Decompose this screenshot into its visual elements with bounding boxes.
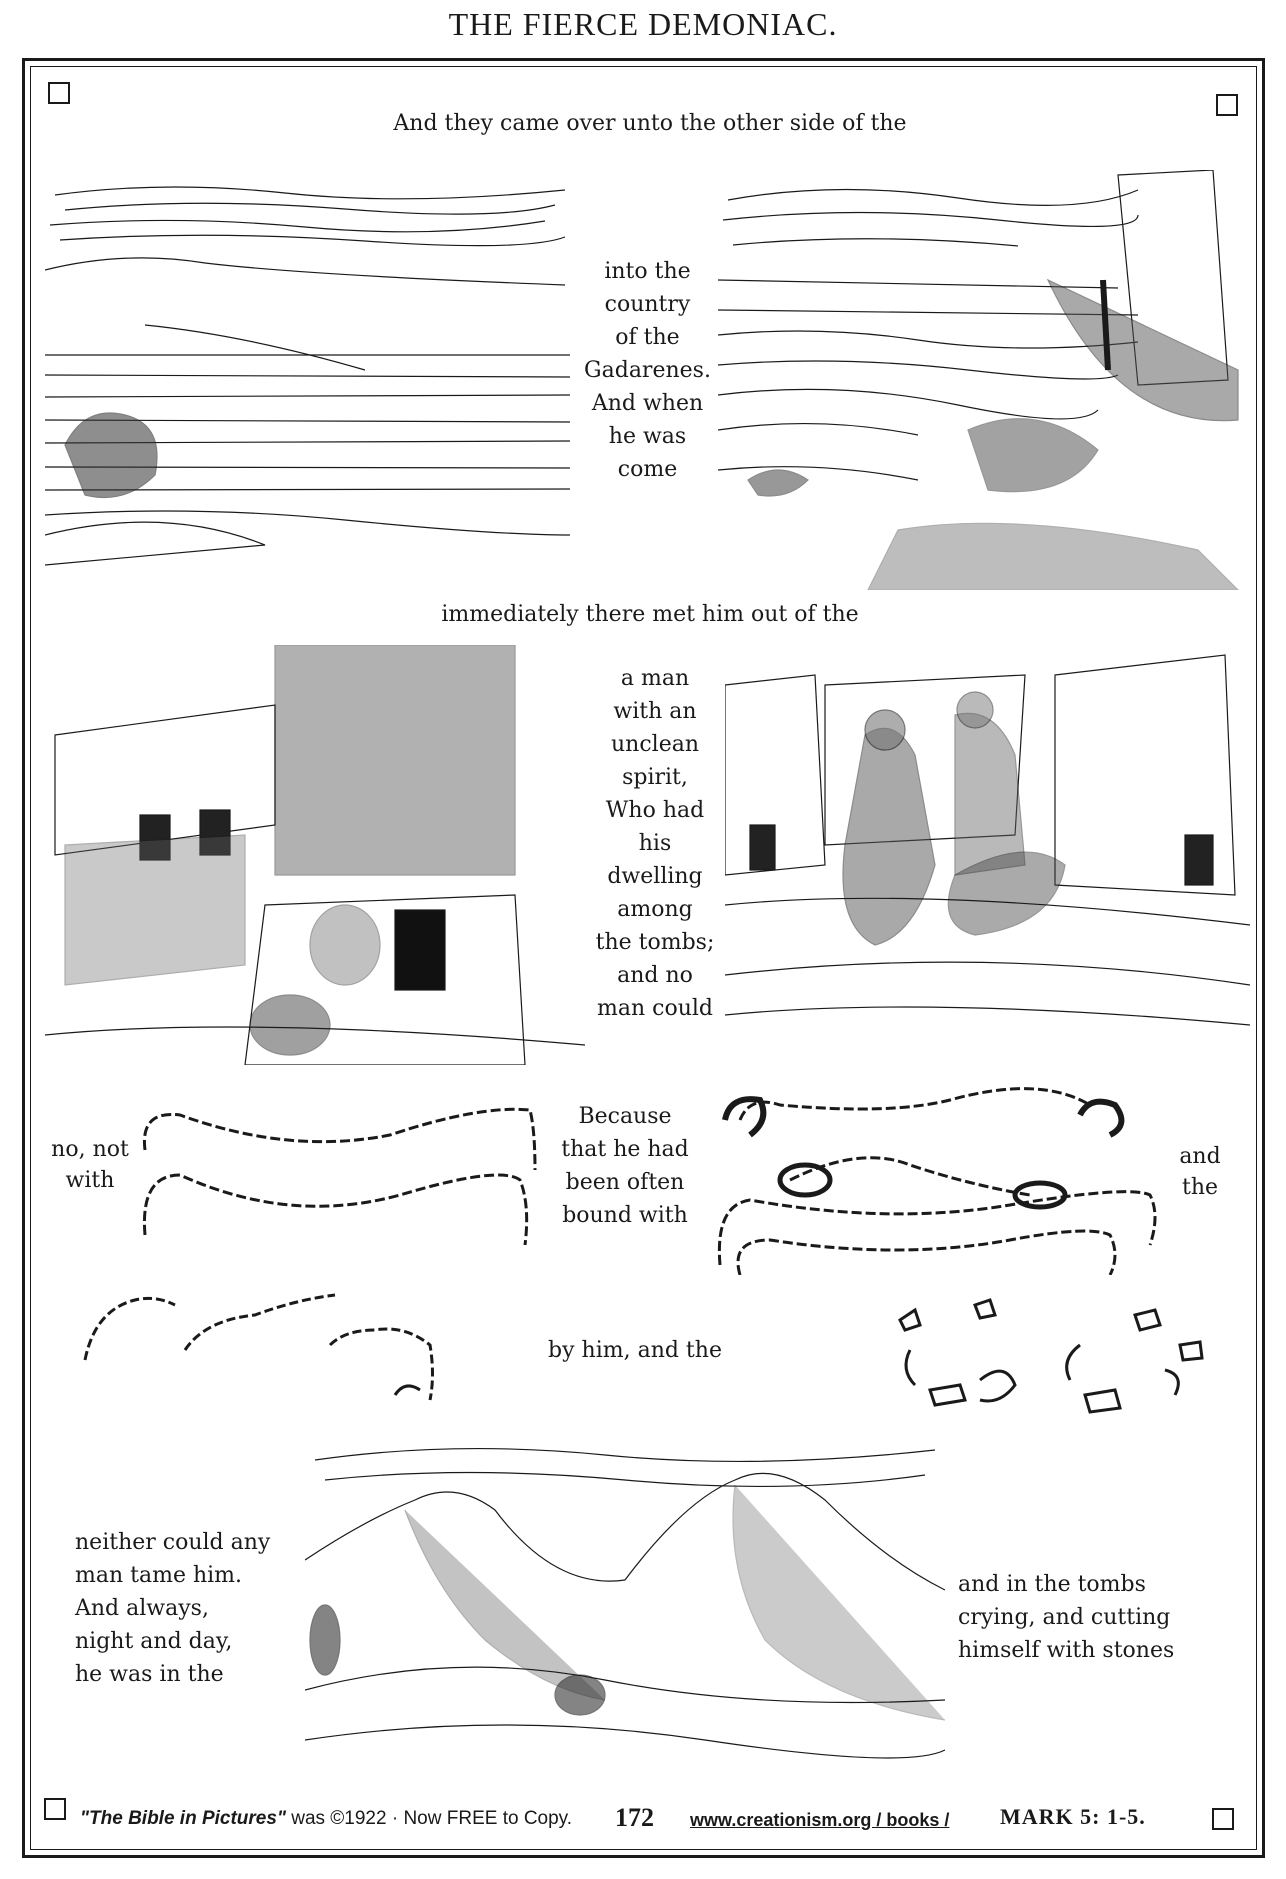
page-title: THE FIERCE DEMONIAC. [448,6,838,42]
verse-line: he was in the [75,1662,224,1687]
verse-line-4: by him, and the [548,1338,722,1363]
verse-line: of the [615,325,680,350]
verse-line: crying, and cutting [958,1605,1171,1630]
rock-tombs-illustration [45,645,585,1065]
verse-line: that he had [561,1137,689,1162]
verse-line: he was [608,424,687,449]
verse-line: Gadarenes. [584,358,711,383]
verse-column-3 [560,1100,690,1232]
chains-illustration [140,1095,540,1250]
verse-line-left-3b: with [65,1168,115,1193]
verse-block-right-5 [958,1568,1218,1667]
verse-line-1: And they came over unto the other side of the [393,111,907,136]
verse-line: and in the tombs [958,1572,1146,1597]
verse-line-right-3a: and [1179,1144,1221,1169]
corner-ornament-bottom-right [1212,1808,1234,1830]
verse-line: man could [597,996,713,1021]
verse-line: among [617,897,693,922]
footer-url-link[interactable]: www.creationism.org / books / [690,1810,950,1830]
verse-line: his [638,831,672,856]
verse-line: And when [591,391,704,416]
fetters-illustration [710,1075,1160,1275]
verse-block-left-5 [75,1526,295,1691]
broken-fetters-illustration [880,1290,1210,1430]
verse-column-2 [585,662,725,1025]
verse-line: himself with stones [958,1638,1175,1663]
verse-line: man tame him. [75,1563,243,1588]
verse-line: dwelling [607,864,703,889]
verse-line: into the [604,259,691,284]
broken-chains-illustration [75,1285,445,1415]
men-with-demoniac-illustration [725,645,1250,1045]
verse-line: And always, [75,1596,209,1621]
boat-landing-illustration [718,170,1243,590]
scripture-reference: MARK 5: 1-5. [1000,1804,1146,1829]
mountains-illustration [305,1440,945,1790]
verse-line: neither could any [75,1530,271,1555]
footer-copyright-text: was ©1922 · Now FREE to Copy. [285,1808,573,1829]
corner-ornament-top-left [48,82,70,104]
verse-line: night and day, [75,1629,233,1654]
corner-ornament-top-right [1216,94,1238,116]
verse-column-1 [575,255,720,486]
verse-line-2: immediately there met him out of the [441,602,859,627]
verse-line-left-3a: no, not [51,1137,129,1162]
verse-line: a man [620,666,690,691]
sea-shore-illustration [45,175,570,570]
footer-copyright [80,1808,572,1830]
footer-book-title: "The Bible in Pictures" [80,1808,286,1829]
verse-line: with an [613,699,697,724]
verse-line: country [604,292,691,317]
corner-ornament-bottom-left [44,1798,66,1820]
verse-line: been often [565,1170,685,1195]
verse-line: Who had [605,798,705,823]
verse-line: Because [578,1104,672,1129]
verse-line: unclean [611,732,699,757]
verse-line: and no [617,963,693,988]
verse-line: spirit, [622,765,688,790]
page-number: 172 [615,1803,654,1832]
verse-line-right-3b: the [1181,1175,1219,1200]
verse-line: come [617,457,678,482]
verse-line: bound with [562,1203,688,1228]
verse-line: the tombs; [595,930,715,955]
